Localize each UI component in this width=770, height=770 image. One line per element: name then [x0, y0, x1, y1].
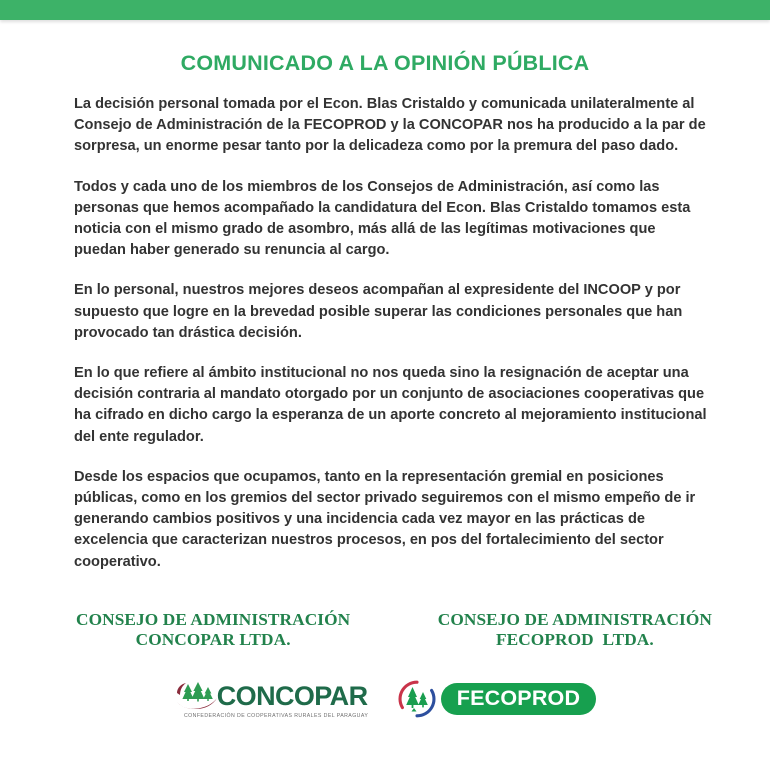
paragraph-4: En lo que refiere al ámbito institucional no nos queda sino la resignación de aceptar una decisión contraria al mandato otorgado por un conjunto de asociaciones cooperativas que ha cifrado en dicho cargo la esperanza de un aporte concreto al mejoramiento institucional del ente regulador. [74, 365, 707, 445]
signature-concopar-line1: CONSEJO DE ADMINISTRACIÓN [76, 609, 351, 629]
signature-concopar [76, 610, 350, 651]
signature-fecoprod-line1: CONSEJO DE ADMINISTRACIÓN [437, 609, 712, 629]
signature-fecoprod-line2: FECOPROD LTDA. [495, 630, 654, 650]
document-body [0, 76, 770, 573]
fecoprod-logo [397, 680, 596, 718]
concopar-wordmark: CONCOPAR [216, 680, 368, 711]
signature-concopar-line2: CONCOPAR LTDA. [135, 630, 291, 650]
paragraph-5: Desde los espacios que ocupamos, tanto en la representación gremial en posiciones públicas, como en los gremios del sector privado seguiremos con el mismo empeño de ir generando cambios positivos y una incidencia cada vez mayor en las prácticas de excelencia que caracterizan nuestros procesos, en pos del fortalecimiento del sector cooperativo. [74, 468, 696, 570]
concopar-logo [174, 680, 370, 719]
fecoprod-wordmark: FECOPROD [441, 683, 596, 715]
trees-with-swoosh-icon [174, 680, 220, 712]
signature-row [0, 610, 770, 651]
communique-document [0, 20, 770, 770]
paragraph-1: La decisión personal tomada por el Econ. Blas Cristaldo y comunicada unilateralmente al Consejo de Administración de la FECOPROD y la CONCOPAR nos ha producido a la par de sorpresa, un enorme pesar tanto por la delicadeza como por la premura del paso dado. [74, 96, 706, 155]
concopar-tagline: CONFEDERACIÓN DE COOPERATIVAS RURALES DEL PARAGUAY [183, 712, 369, 719]
paragraph-3: En lo personal, nuestros mejores deseos acompañan al expresidente del INCOOP y por supuesto que logre en la brevedad posible superar las condiciones personales que han provocado tan drástica decisión. [74, 282, 683, 341]
concopar-logo-top [174, 680, 368, 712]
paragraph-2: Todos y cada uno de los miembros de los Consejos de Administración, así como las personas que hemos acompañado la candidatura del Econ. Blas Cristaldo tomamos esta noticia con el mismo grado de asombro, más allá de las legítimas motivaciones que puedan haber generado su renuncia al cargo. [74, 178, 691, 259]
circle-arcs-with-trees-icon [397, 679, 437, 719]
signature-fecoprod [438, 610, 712, 651]
top-accent-bar [0, 0, 770, 20]
logo-row [0, 680, 770, 719]
page-title: COMUNICADO A LA OPINIÓN PÚBLICA [180, 51, 590, 75]
